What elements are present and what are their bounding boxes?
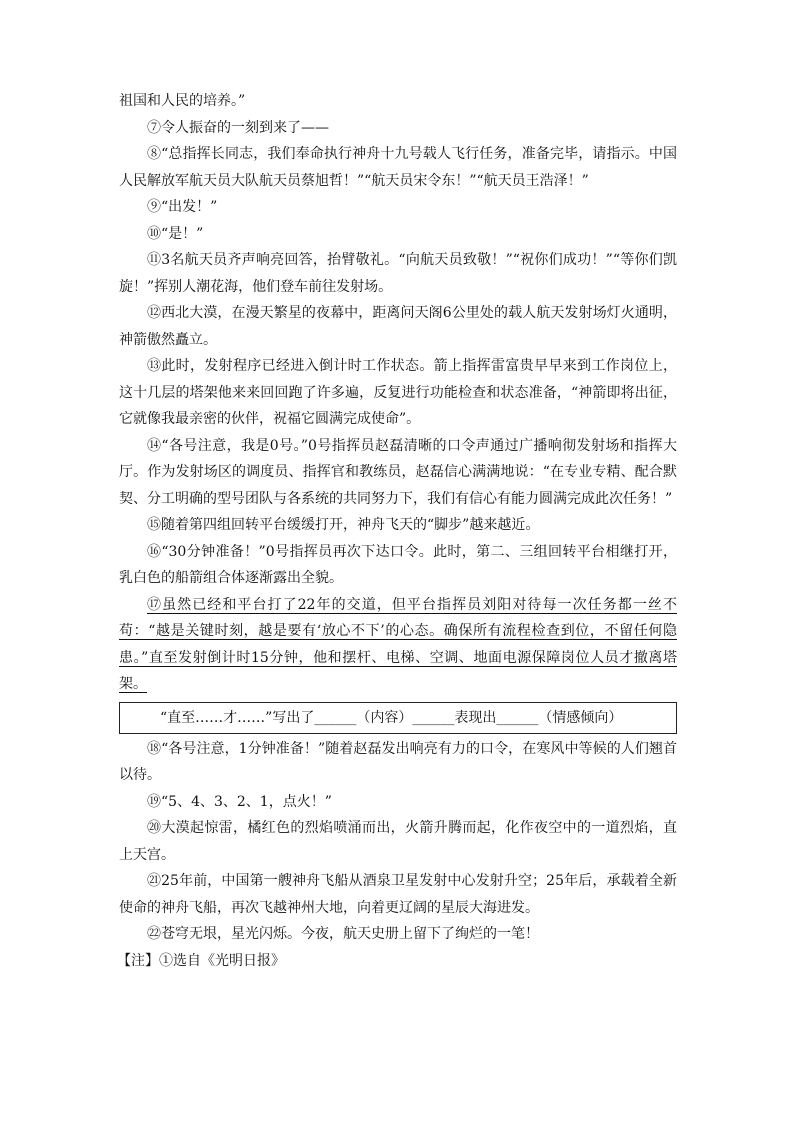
paragraph-p_cont: 祖国和人民的培养。” <box>119 93 246 109</box>
paragraph-p11: ⑪3名航天员齐声响亮回答，抬臂敬礼。“向航天员致敬！”“祝你们成功！”“等你们凯旋！”挥别人潮花海，他们登车前往发射场。 <box>119 252 677 295</box>
source-note: 【注】①选自《光明日报》 <box>117 952 285 969</box>
paragraph-p21: ㉑25年前，中国第一艘神舟飞船从酒泉卫星发射中心发射升空；25年后，承载着全新使命的神舟飞船，再次飞越神州大地，向着更辽阔的星辰大海进发。 <box>119 873 677 916</box>
paragraph-p17: ⑰虽然已经和平台打了22年的交道，但平台指挥员刘阳对待每一次任务都一丝不苟：“越是关键时刻，越是要有‘放心不下’的心态。确保所有流程检查到位，不留任何隐患。”直至发射倒计时15分钟，他和摆杆、电梯、空调、地面电源保障岗位人员才撤离塔架。 <box>119 596 677 692</box>
paragraph-p20: ⑳大漠起惊雷，橘红色的烈焰喷涌而出，火箭升腾而起，化作夜空中的一道烈焰，直上天宫。 <box>119 820 677 863</box>
question-box <box>119 702 677 734</box>
paragraph-p22: ㉒苍穹无垠，星光闪烁。今夜，航天史册上留下了绚烂的一笔！ <box>147 926 539 942</box>
paragraph-p16: ⑯“30分钟准备！”0号指挥员再次下达口令。此时，第二、三组回转平台相继打开，乳白色的船箭组合体逐渐露出全貌。 <box>119 543 677 586</box>
paragraph-p8: ⑧“总指挥长同志，我们奉命执行神舟十九号载人飞行任务，准备完毕，请指示。中国人民解放军航天员大队航天员蔡旭哲！”“航天员宋令东！”“航天员王浩泽！” <box>119 146 677 189</box>
paragraph-p15: ⑮随着第四组回转平台缓缓打开，神舟飞天的“脚步”越来越近。 <box>147 517 540 533</box>
paragraphs-after-box <box>119 736 677 948</box>
article-body <box>119 88 677 974</box>
paragraph-p12: ⑫西北大漠，在漫天繁星的夜幕中，距离问天阁6公里处的载人航天发射场灯火通明，神箭傲然矗立。 <box>119 305 677 348</box>
paragraph-p7: ⑦令人振奋的一刻到来了—— <box>147 119 329 136</box>
paragraph-p9: ⑨“出发！” <box>147 199 218 215</box>
paragraph-p18: ⑱“各号注意，1分钟准备！”随着赵磊发出响亮有力的口令，在寒风中等候的人们翘首以待。 <box>119 740 677 783</box>
paragraphs-before-box <box>119 88 677 698</box>
paragraph-p13: ⑬此时，发射程序已经进入倒计时工作状态。箭上指挥雷富贵早早来到工作岗位上，这十几层的塔架他来来回回跑了许多遍，反复进行功能检查和状态准备，“神箭即将出征，它就像我最亲密的伙伴，祝福它圆满完成使命”。 <box>119 358 677 427</box>
paragraph-p14: ⑭“各号注意，我是0号。”0号指挥员赵磊清晰的口令声通过广播响彻发射场和指挥大厅。作为发射场区的调度员、指挥官和教练员，赵磊信心满满地说：“在专业专精、配合默契、分工明确的型号团队与各系统的共同努力下，我们有信心有能力圆满完成此次任务！” <box>119 437 677 507</box>
paragraph-p19: ⑲“5、4、3、2、1，点火！” <box>147 793 332 810</box>
question-box-text: “直至……才……”写出了______（内容）______表现出______（情感倾向） <box>160 709 623 726</box>
paragraph-p10: ⑩“是！” <box>147 225 204 242</box>
